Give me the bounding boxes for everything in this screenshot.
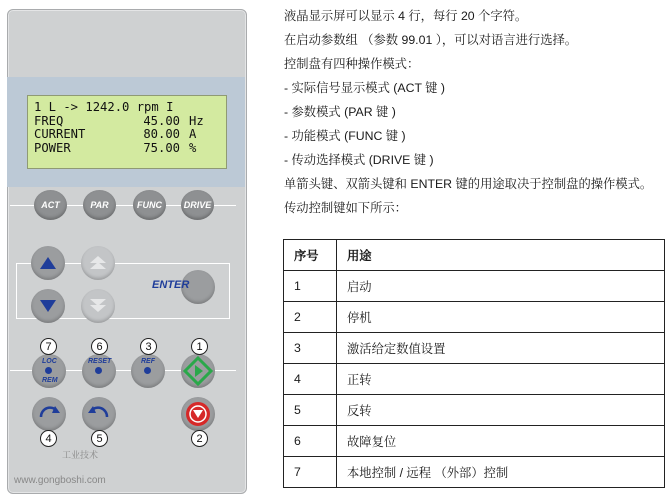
lcd-row-power: POWER 75.00 % [34, 140, 197, 155]
paragraph-modes-intro: 控制盘有四种操作模式： [284, 57, 420, 71]
stop-button[interactable] [181, 397, 215, 431]
table-header-row [284, 240, 665, 271]
callout-6: 6 [91, 338, 108, 355]
callout-1: 1 [191, 338, 208, 355]
paragraph-language: 在启动参数组 （参数 99.01 ），可以对语言进行选择。 [284, 33, 578, 47]
reverse-arrow-icon [82, 397, 116, 431]
table-row: 2 停机 [284, 302, 665, 333]
stop-icon [181, 397, 215, 431]
rem-label: REM [42, 377, 58, 384]
double-down-arrow-icon [90, 299, 106, 313]
lcd-status-line: 1 L -> 1242.0 rpm I [34, 100, 174, 114]
reset-label: RESET [88, 358, 112, 365]
up-arrow-button[interactable] [31, 246, 65, 280]
callout-3: 3 [140, 338, 157, 355]
table-row: 5 反转 [284, 395, 665, 426]
down-arrow-icon [40, 300, 56, 312]
table-row: 7 本地控制 / 远程 （外部）控制 [284, 457, 665, 488]
loc-indicator [45, 367, 52, 374]
ref-label: REF [141, 358, 155, 365]
control-keys-table [283, 239, 665, 488]
drive-button[interactable]: DRIVE [181, 190, 214, 220]
paragraph-control-keys: 传动控制键如下所示： [284, 201, 407, 215]
enter-label: ENTER [152, 279, 190, 291]
mode-item-drive: - 传动选择模式 (DRIVE 键 ) [284, 153, 434, 167]
watermark-url: www.gongboshi.com [14, 475, 106, 486]
double-up-arrow-button[interactable] [81, 246, 115, 280]
callout-2: 2 [191, 430, 208, 447]
header-purpose: 用途 [337, 240, 665, 271]
table-row: 6 故障复位 [284, 426, 665, 457]
lcd-row-current: CURRENT 80.00 A [34, 127, 197, 142]
header-number: 序号 [284, 240, 337, 271]
callout-5: 5 [91, 430, 108, 447]
forward-button[interactable] [32, 397, 66, 431]
double-down-arrow-button[interactable] [81, 289, 115, 323]
func-button[interactable]: FUNC [133, 190, 166, 220]
table-row: 3 激活给定数值设置 [284, 333, 665, 364]
table-row: 4 正转 [284, 364, 665, 395]
act-button[interactable]: ACT [34, 190, 67, 220]
double-up-arrow-icon [90, 256, 106, 270]
mode-item-par: - 参数模式 (PAR 键 ) [284, 105, 396, 119]
callout-4: 4 [40, 430, 57, 447]
start-button[interactable] [181, 354, 215, 388]
reset-indicator [95, 367, 102, 374]
paragraph-arrow-keys: 单箭头键、双箭头键和 ENTER 键的用途取决于控制盘的操作模式。 [284, 177, 653, 191]
par-button[interactable]: PAR [83, 190, 116, 220]
paragraph-display: 液晶显示屏可以显示 4 行，每行 20 个字符。 [284, 9, 528, 23]
description-text [284, 4, 666, 220]
start-icon [181, 354, 215, 388]
watermark-brand: 工业技术 [62, 450, 99, 460]
lcd-display [27, 95, 227, 169]
table-row: 1 启动 [284, 271, 665, 302]
down-arrow-button[interactable] [31, 289, 65, 323]
mode-item-func: - 功能模式 (FUNC 键 ) [284, 129, 406, 143]
reverse-button[interactable] [82, 397, 116, 431]
mode-item-act: - 实际信号显示模式 (ACT 键 ) [284, 81, 445, 95]
lcd-row-freq: FREQ 45.00 Hz [34, 113, 204, 128]
forward-arrow-icon [32, 397, 66, 431]
up-arrow-icon [40, 257, 56, 269]
ref-indicator [144, 367, 151, 374]
callout-7: 7 [40, 338, 57, 355]
loc-label: LOC [42, 358, 57, 365]
